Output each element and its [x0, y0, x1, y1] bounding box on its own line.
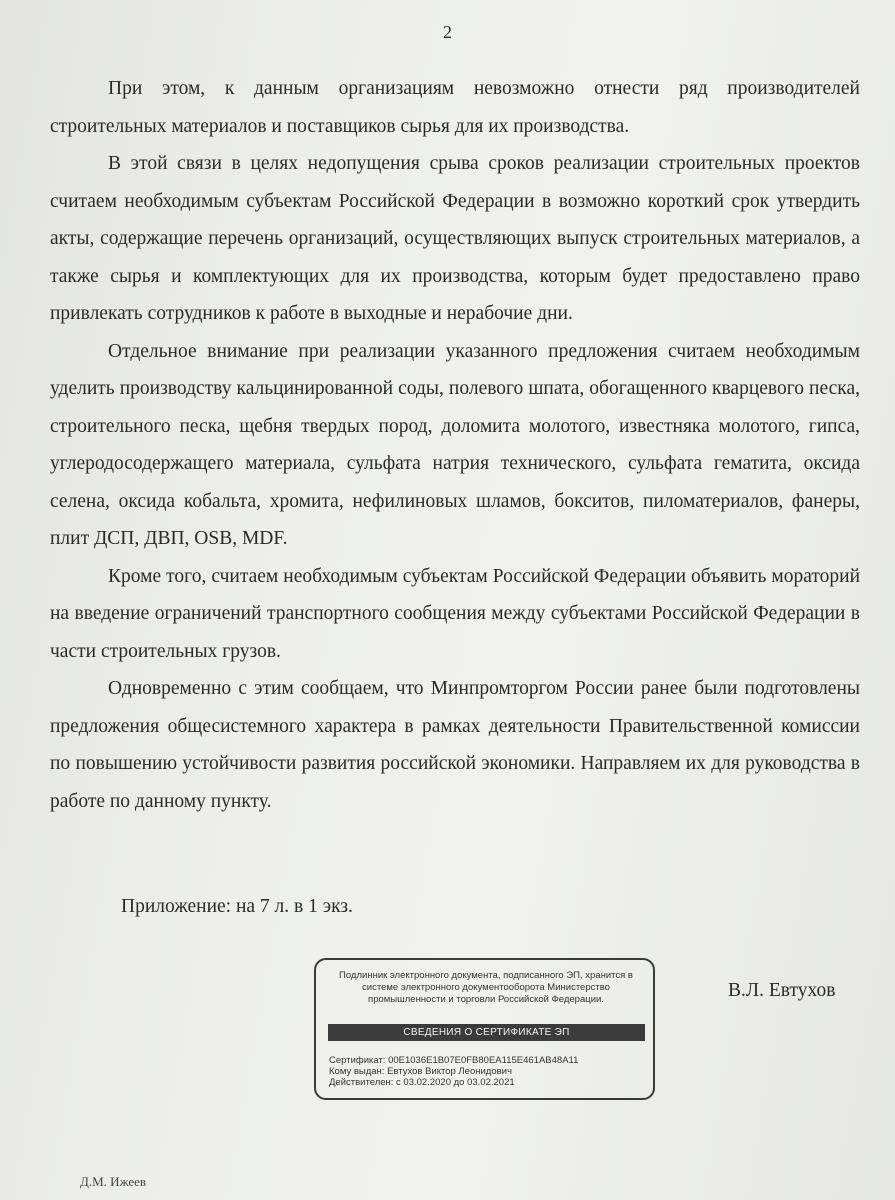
body-text	[50, 70, 860, 820]
signer-name: В.Л. Евтухов	[728, 980, 836, 1001]
certificate-owner: Кому выдан: Евтухов Виктор Леонидович	[329, 1066, 512, 1077]
paragraph: Кроме того, считаем необходимым субъектам Российской Федерации объявить мораторий на введение ограничений транспортного сообщения между субъектами Российской Федерации в части строительных грузов.	[50, 565, 860, 662]
page-number: 2	[443, 22, 452, 42]
certificate-validity: Действителен: с 03.02.2020 до 03.02.2021	[329, 1077, 515, 1088]
paragraph: Отдельное внимание при реализации указанного предложения считаем необходимым уделить производству кальцинированной соды, полевого шпата, обогащенного кварцевого песка, строительного песка, щебня твердых пород, доломита молотого, известняка молотого, гипса, углеродосодержащего материала, сульфата натрия технического, сульфата гематита, оксида селена, оксида кобальта, хромита, нефилиновых шламов, бокситов, пиломатериалов, фанеры, плит ДСП, ДВП, OSB, MDF.	[50, 340, 860, 549]
paragraph: Одновременно с этим сообщаем, что Минпромторгом России ранее были подготовлены предложения общесистемного характера в рамках деятельности Правительственной комиссии по повышению устойчивости развития российской экономики. Направляем их для руководства в работе по данному пункту.	[50, 678, 860, 812]
executor-name: Д.М. Ижеев	[80, 1174, 147, 1189]
electronic-signature-stamp	[314, 958, 655, 1100]
certificate-details	[329, 1055, 578, 1088]
stamp-header: СВЕДЕНИЯ О СЕРТИФИКАТЕ ЭП	[328, 1024, 645, 1041]
paragraph: При этом, к данным организациям невозможно отнести ряд производителей строительных материалов и поставщиков сырья для их производства.	[50, 78, 860, 137]
certificate-number: Сертификат: 00E1036E1B07E0FB80EA115E461AB48A11	[329, 1055, 579, 1066]
paragraph: В этой связи в целях недопущения срыва сроков реализации строительных проектов считаем необходимым субъектам Российской Федерации в возможно короткий срок утвердить акты, содержащие перечень организаций, осуществляющих выпуск строительных материалов, а также сырья и комплектующих для их производства, которым будет предоставлено право привлекать сотрудников к работе в выходные и нерабочие дни.	[50, 153, 860, 324]
appendix-note: Приложение: на 7 л. в 1 экз.	[121, 896, 353, 917]
stamp-text: Подлинник электронного документа, подписанного ЭП, хранится в системе электронного документооборота Министерство промышленности и торговли Российской Федерации.	[339, 970, 633, 1005]
